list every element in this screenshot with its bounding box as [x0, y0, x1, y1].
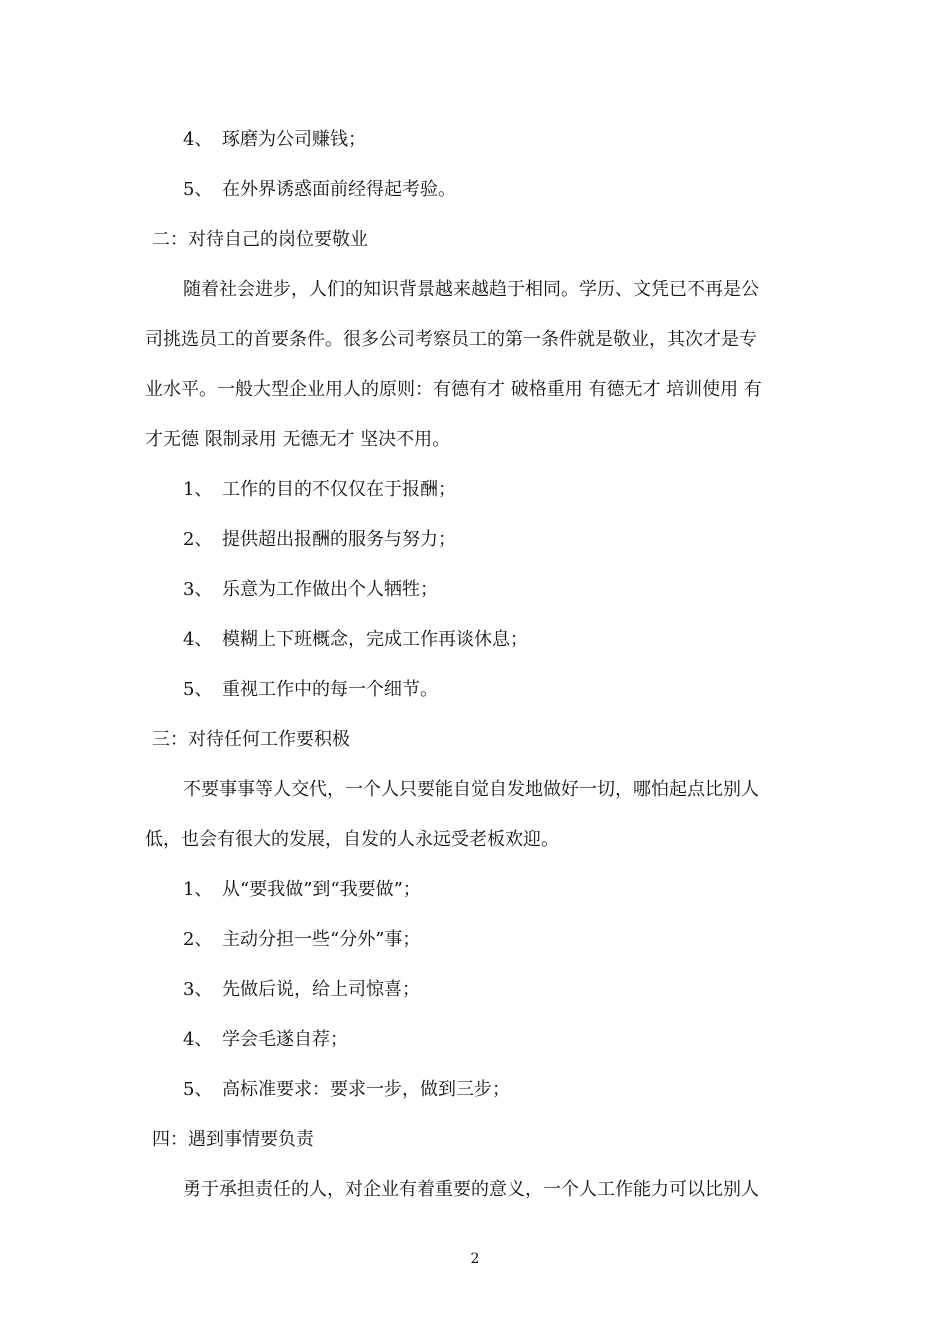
- section-heading: 四：遇到事情要负责: [152, 1129, 314, 1150]
- list-item-number: 5、: [183, 679, 213, 700]
- section-heading: 二：对待自己的岗位要敬业: [152, 229, 368, 250]
- list-item-text: 乐意为工作做出个人牺牲；: [222, 579, 438, 600]
- list-item-text: 主动分担一些“分外”事；: [222, 929, 421, 950]
- list-item-number: 5、: [183, 1079, 213, 1100]
- list-item-text: 在外界诱惑面前经得起考验。: [222, 179, 456, 200]
- list-item-number: 3、: [183, 579, 213, 600]
- list-item-text: 从“要我做”到“我要做”；: [222, 879, 421, 900]
- paragraph-line: 业水平。一般大型企业用人的原则：有德有才 破格重用 有德无才 培训使用 有: [145, 379, 762, 400]
- list-item-text: 高标准要求：要求一步，做到三步；: [222, 1079, 510, 1100]
- list-item-text: 模糊上下班概念，完成工作再谈休息；: [222, 629, 528, 650]
- list-item-number: 2、: [183, 929, 213, 950]
- list-item-text: 工作的目的不仅仅在于报酬；: [222, 479, 456, 500]
- paragraph-line: 司挑选员工的首要条件。很多公司考察员工的第一条件就是敬业，其次才是专: [145, 329, 757, 350]
- paragraph-line: 低，也会有很大的发展，自发的人永远受老板欢迎。: [145, 829, 559, 850]
- list-item-text: 提供超出报酬的服务与努力；: [222, 529, 456, 550]
- list-item-text: 琢磨为公司赚钱；: [222, 129, 366, 150]
- list-item-number: 5、: [183, 179, 213, 200]
- list-item-text: 重视工作中的每一个细节。: [222, 679, 438, 700]
- list-item-number: 1、: [183, 479, 213, 500]
- list-item-number: 4、: [183, 129, 213, 150]
- page-number: 2: [470, 1251, 480, 1267]
- section-heading: 三：对待任何工作要积极: [152, 729, 350, 750]
- list-item-number: 2、: [183, 529, 213, 550]
- paragraph-line: 才无德 限制录用 无德无才 坚决不用。: [145, 429, 451, 450]
- list-item-text: 学会毛遂自荐；: [222, 1029, 348, 1050]
- list-item-number: 4、: [183, 629, 213, 650]
- paragraph-line: 随着社会进步，人们的知识背景越来越趋于相同。学历、文凭已不再是公: [183, 279, 759, 300]
- paragraph-line: 勇于承担责任的人，对企业有着重要的意义，一个人工作能力可以比别人: [183, 1179, 759, 1200]
- list-item-number: 4、: [183, 1029, 213, 1050]
- list-item-text: 先做后说，给上司惊喜；: [222, 979, 420, 1000]
- list-item-number: 1、: [183, 879, 213, 900]
- paragraph-line: 不要事事等人交代，一个人只要能自觉自发地做好一切，哪怕起点比别人: [183, 779, 759, 800]
- list-item-number: 3、: [183, 979, 213, 1000]
